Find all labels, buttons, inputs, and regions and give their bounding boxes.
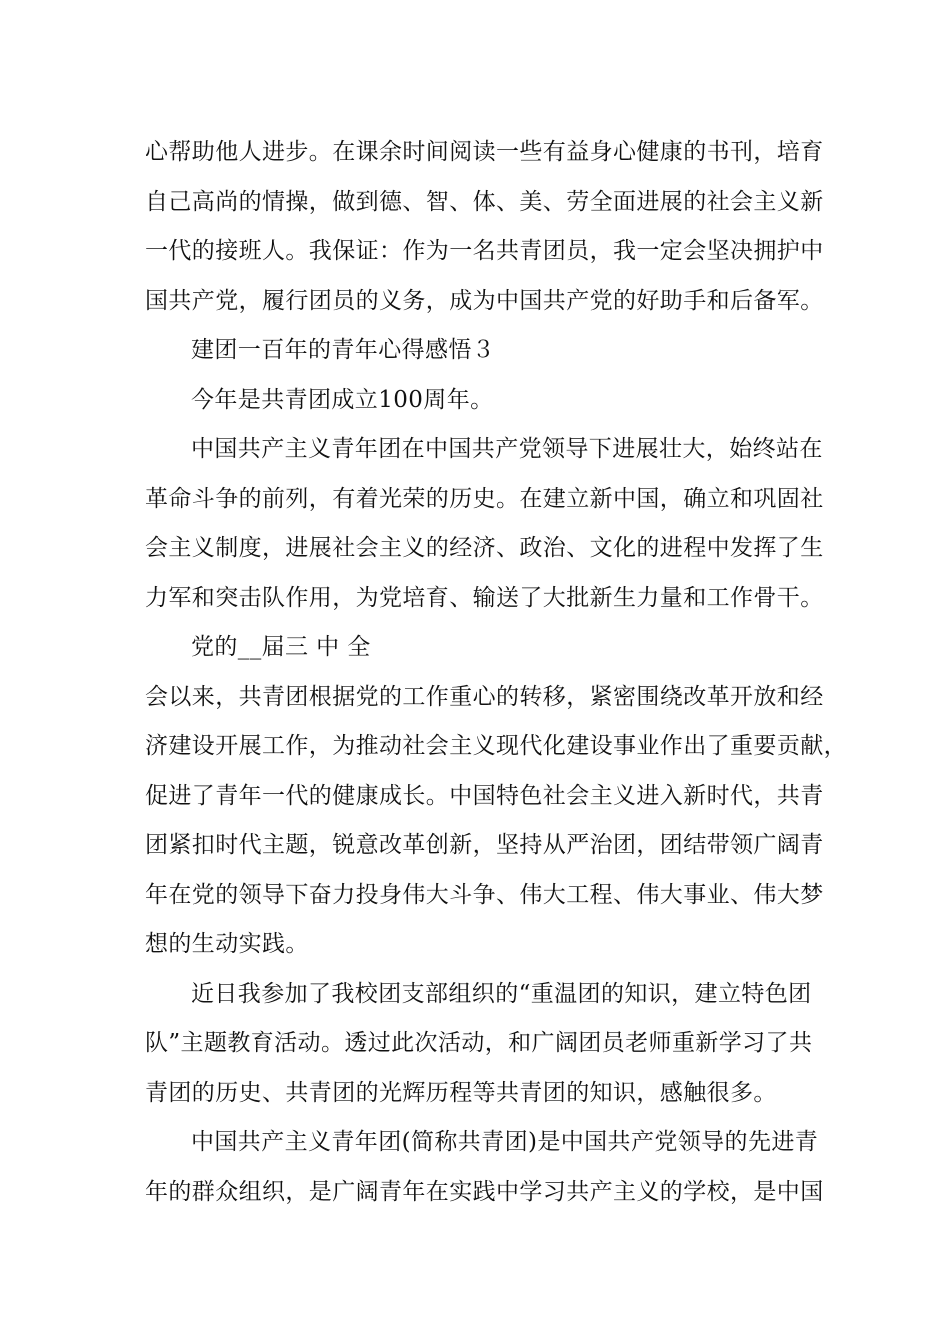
text-line-13: 济建设开展工作，为推动社会主义现代化建设事业作出了重要贡献， — [145, 733, 847, 759]
text-line-9: 会主义制度，进展社会主义的经济、政治、文化的进程中发挥了生 — [145, 535, 824, 561]
text-line-11: 党的__届三 中 全 — [191, 634, 371, 660]
text-line-2: 自己高尚的情操，做到德、智、体、美、劳全面进展的社会主义新 — [145, 188, 824, 215]
text-line-3: 一代的接班人。我保证：作为一名共青团员，我一定会坚决拥护中 — [145, 238, 824, 264]
text-line-6: 今年是共青团成立100周年。 — [191, 386, 494, 413]
text-line-14: 促进了青年一代的健康成长。中国特色社会主义进入新时代，共青 — [145, 782, 824, 809]
section-heading: 建团一百年的青年心得感悟３ — [191, 337, 496, 363]
document-body — [145, 128, 847, 1217]
text-line-4: 国共产党，履行团员的义务，成为中国共产党的好助手和后备军。 — [145, 287, 824, 314]
text-line-20: 青团的历史、共青团的光辉历程等共青团的知识，感触很多。 — [145, 1079, 777, 1106]
text-line-16: 年在党的领导下奋力投身伟大斗争、伟大工程、伟大事业、伟大梦 — [145, 881, 824, 908]
text-line-18: 近日我参加了我校团支部组织的“重温团的知识，建立特色团 — [191, 980, 812, 1007]
text-line-7: 中国共产主义青年团在中国共产党领导下进展壮大，始终站在 — [191, 436, 823, 462]
text-line-1: 心帮助他人进步。在课余时间阅读一些有益身心健康的书刊，培育 — [145, 139, 824, 165]
text-line-17: 想的生动实践。 — [145, 931, 309, 957]
text-line-10: 力军和突击队作用，为党培育、输送了大批新生力量和工作骨干。 — [145, 584, 824, 611]
text-line-8: 革命斗争的前列，有着光荣的历史。在建立新中国，确立和巩固社 — [145, 485, 824, 512]
text-line-15: 团紧扣时代主题，锐意改革创新，坚持从严治团，团结带领广阔青 — [145, 832, 824, 858]
text-line-21: 中国共产主义青年团(简称共青团)是中国共产党领导的先进青 — [191, 1129, 819, 1155]
text-line-22: 年的群众组织，是广阔青年在实践中学习共产主义的学校，是中国 — [145, 1178, 824, 1205]
text-line-12: 会以来，共青团根据党的工作重心的转移，紧密围绕改革开放和经 — [145, 683, 824, 710]
text-line-19: 队”主题教育活动。透过此次活动，和广阔团员老师重新学习了共 — [145, 1030, 813, 1056]
